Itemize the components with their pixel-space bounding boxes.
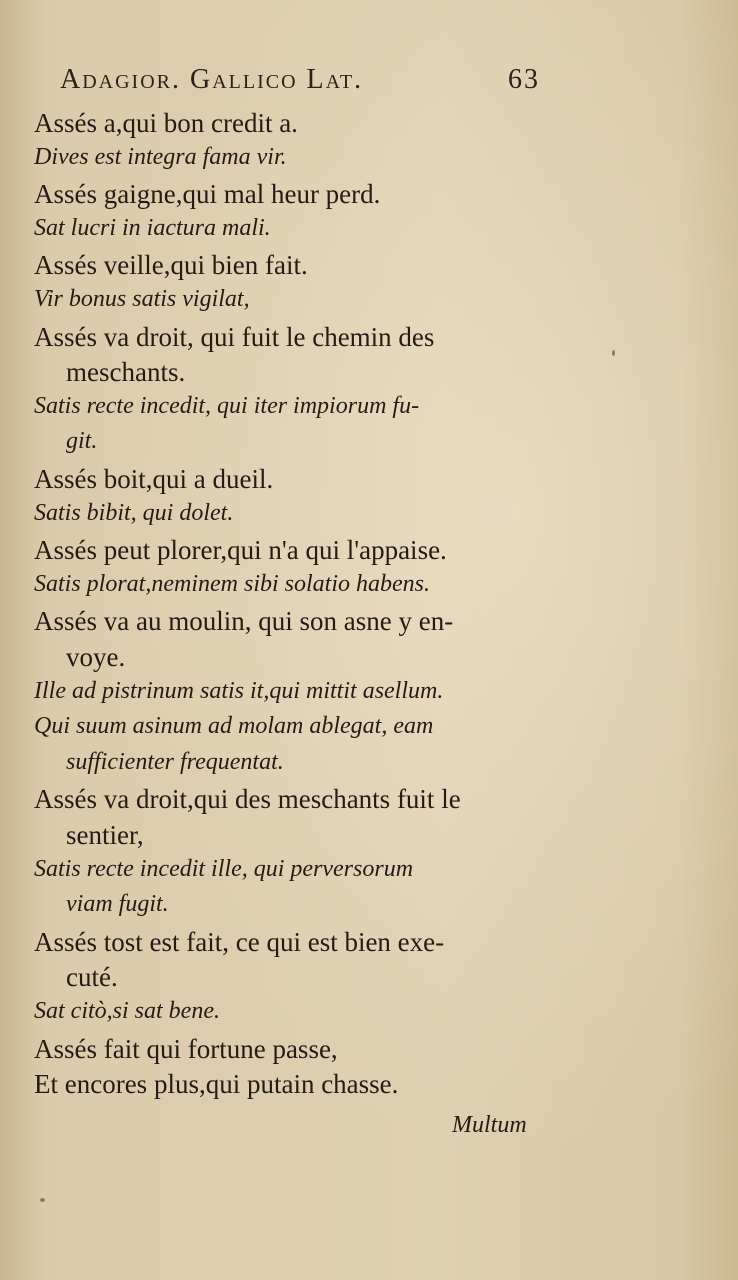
french-line: meschants. [66,357,186,388]
latin-line: Sat citò,si sat bene. [34,998,220,1024]
latin-line: viam fugit. [66,891,169,918]
french-line: cuté. [66,962,118,993]
french-line: Assés va au moulin, qui son asne y en- [34,606,454,637]
latin-line: Satis recte incedit ille, qui perversorum [34,855,414,882]
latin-line: Satis bibit, qui dolet. [34,499,234,526]
french-line: Assés a,qui bon credit a. [34,108,298,138]
latin-line: Ille ad pistrinum satis it,qui mittit asellum. [34,677,444,704]
french-line: Assés peut plorer,qui n'a qui l'appaise. [34,535,447,566]
latin-line: Satis recte incedit, qui iter impiorum fu- [34,392,420,419]
french-line: Assés fait qui fortune passe, [34,1033,338,1064]
latin-line: git. [66,428,98,455]
french-line: sentier, [66,820,144,850]
french-line: Et encores plus,qui putain chasse. [34,1069,399,1100]
latin-line: Vir bonus satis vigilat, [34,286,250,312]
latin-line: Satis plorat,neminem sibi solatio habens. [34,570,430,597]
french-line: Assés boit,qui a dueil. [34,464,274,494]
catchword: Multum [452,1112,527,1138]
running-header [60,64,540,96]
french-line: Assés veille,qui bien fait. [34,250,308,281]
french-line: Assés va droit, qui fuit le chemin des [34,321,435,352]
latin-line: Dives est integra fama vir. [34,143,287,170]
latin-line: Sat lucri in iactura mali. [34,214,271,241]
ink-speck [612,350,615,356]
french-line: voye. [66,642,126,672]
ink-speck [40,1198,45,1202]
page-number: 63 [508,64,540,95]
french-line: Assés va droit,qui des meschants fuit le [34,784,461,815]
french-line: Assés gaigne,qui mal heur perd. [34,179,381,210]
latin-line: Qui suum asinum ad molam ablegat, eam [34,713,434,740]
french-line: Assés tost est fait, ce qui est bien exe- [34,926,445,957]
running-title: Adagior. Gallico Lat. [60,64,364,95]
latin-line: sufficienter frequentat. [66,748,284,775]
